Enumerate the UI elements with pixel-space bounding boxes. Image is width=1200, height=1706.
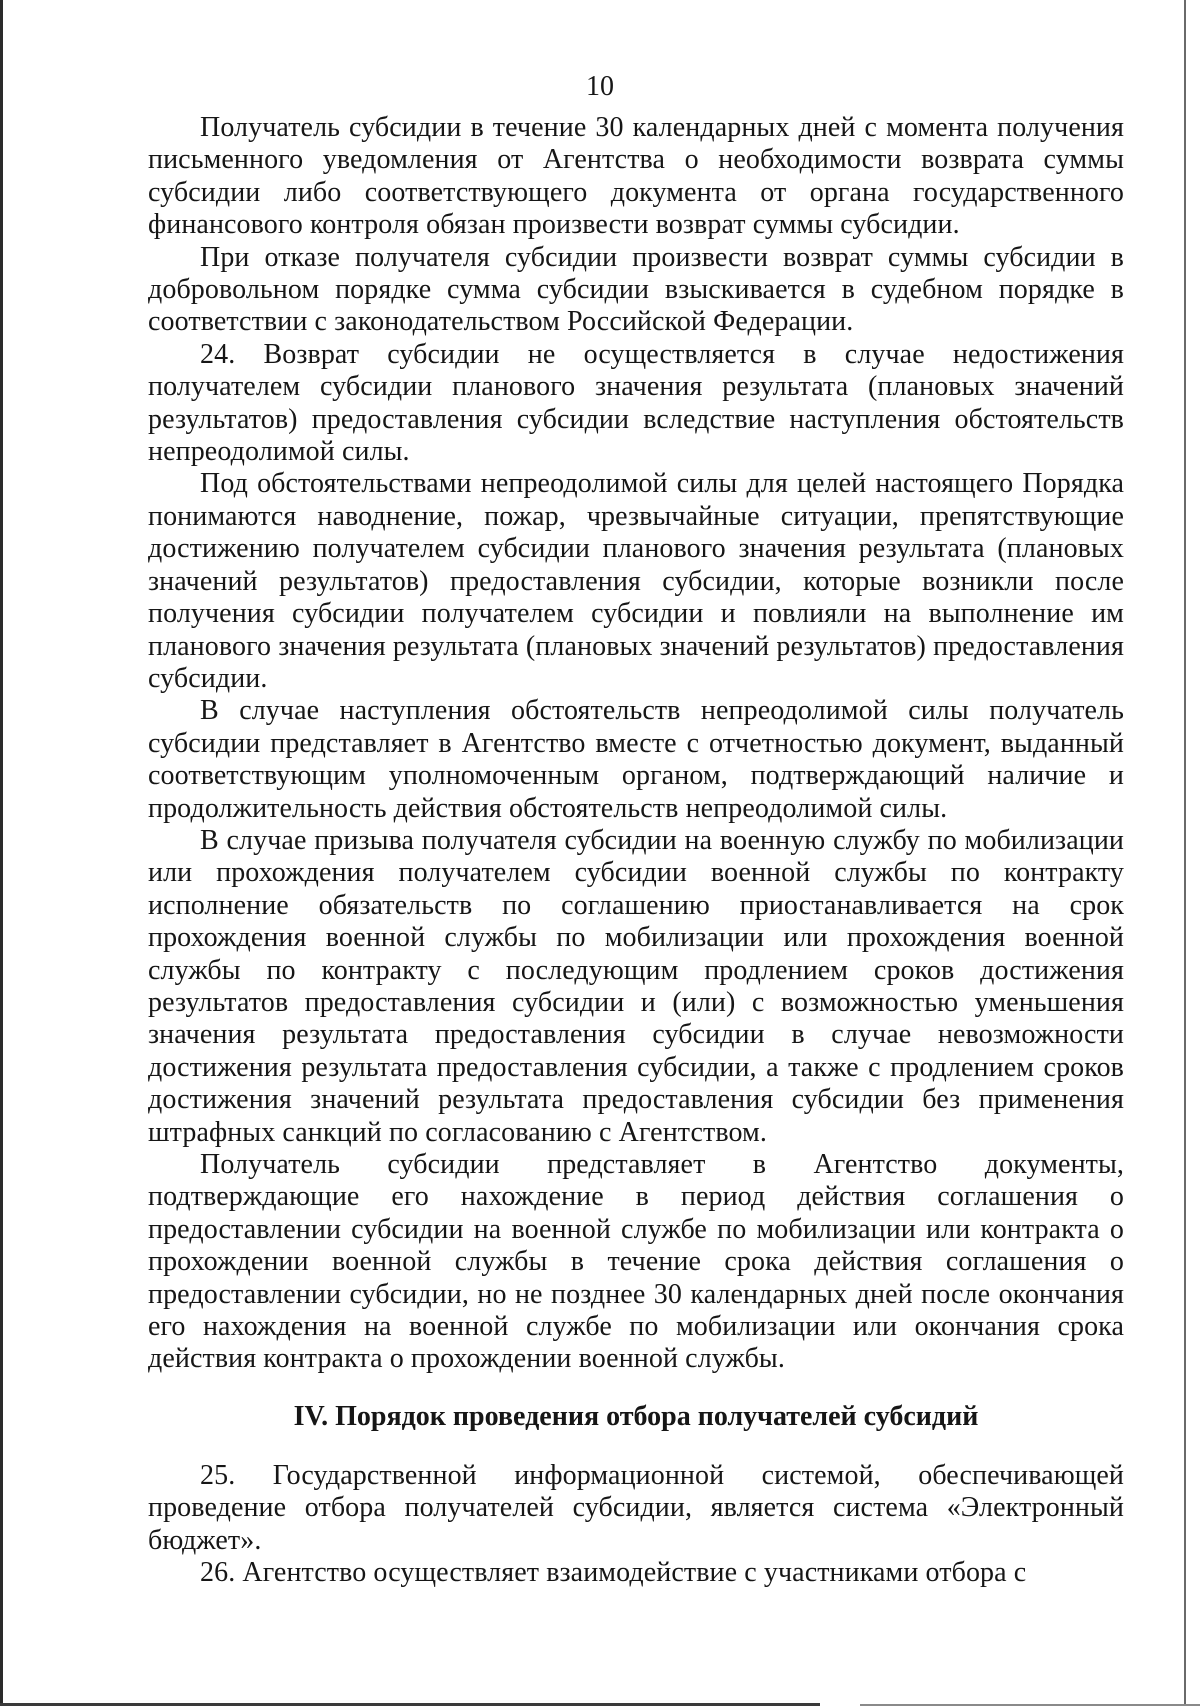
paragraph-item-25: 25. Государственной информационной системой, обеспечивающей проведение отбора получателей субсидии, является система «Электронный бюджет».: [148, 1459, 1124, 1556]
scan-edge-left: [0, 0, 3, 1706]
paragraph: Получатель субсидии представляет в Агентство документы, подтверждающие его нахождение в период действия соглашения о предоставлении субсидии на военной службе по мобилизации или контракта о прохождении военной службы в течение срока действия соглашения о предоставлении субсидии, но не позднее 30 календарных дней после окончания его нахождения на военной службе по мобилизации или окончания срока действия контракта о прохождении военной службы.: [148, 1149, 1124, 1375]
section-heading: IV. Порядок проведения отбора получателей субсидий: [293, 1400, 979, 1432]
paragraph: В случае призыва получателя субсидии на военную службу по мобилизации или прохождения получателем субсидии военной службы по контракту исполнение обязательств по соглашению приостанавливается на срок прохождения военной службы по мобилизации или прохождения военной службы по контракту с последующим продлением сроков достижения результатов предоставления субсидии и (или) с возможностью уменьшения значения результата предоставления субсидии в случае невозможности достижения результата предоставления субсидии, а также с продлением сроков достижения значений результата предоставления субсидии без применения штрафных санкций по согласованию с Агентством.: [148, 824, 1124, 1148]
paragraph: Получатель субсидии в течение 30 календарных дней с момента получения письменного уведомления от Агентства о необходимости возврата суммы субсидии либо соответствующего документа от органа государственного финансового контроля обязан произвести возврат суммы субсидии.: [148, 112, 1124, 241]
paragraph-item-26: 26. Агентство осуществляет взаимодействие с участниками отбора с: [200, 1557, 1027, 1589]
document-body: [148, 112, 1124, 1589]
paragraph: В случае наступления обстоятельств непреодолимой силы получатель субсидии представляет в Агентство вместе с отчетностью документ, выданный соответствующим уполномоченным органом, подтверждающий наличие и продолжительность действия обстоятельств непреодолимой силы.: [148, 695, 1124, 824]
paragraph: При отказе получателя субсидии произвести возврат суммы субсидии в добровольном порядке сумма субсидии взыскивается в судебном порядке в соответствии с законодательством Российской Федерации.: [148, 241, 1124, 338]
paragraph: Под обстоятельствами непреодолимой силы для целей настоящего Порядка понимаются наводнение, пожар, чрезвычайные ситуации, препятствующие достижению получателем субсидии планового значения результата (плановых значений результатов) предоставления субсидии, которые возникли после получения субсидии получателем субсидии и повлияли на выполнение им планового значения результата (плановых значений результатов) предоставления субсидии.: [148, 468, 1124, 694]
scan-edge-right: [1184, 0, 1186, 1706]
paragraph-item-24: 24. Возврат субсидии не осуществляется в случае недостижения получателем субсидии планового значения результата (плановых значений результатов) предоставления субсидии вследствие наступления обстоятельств непреодолимой силы.: [148, 338, 1124, 468]
page-number: 10: [586, 71, 614, 102]
